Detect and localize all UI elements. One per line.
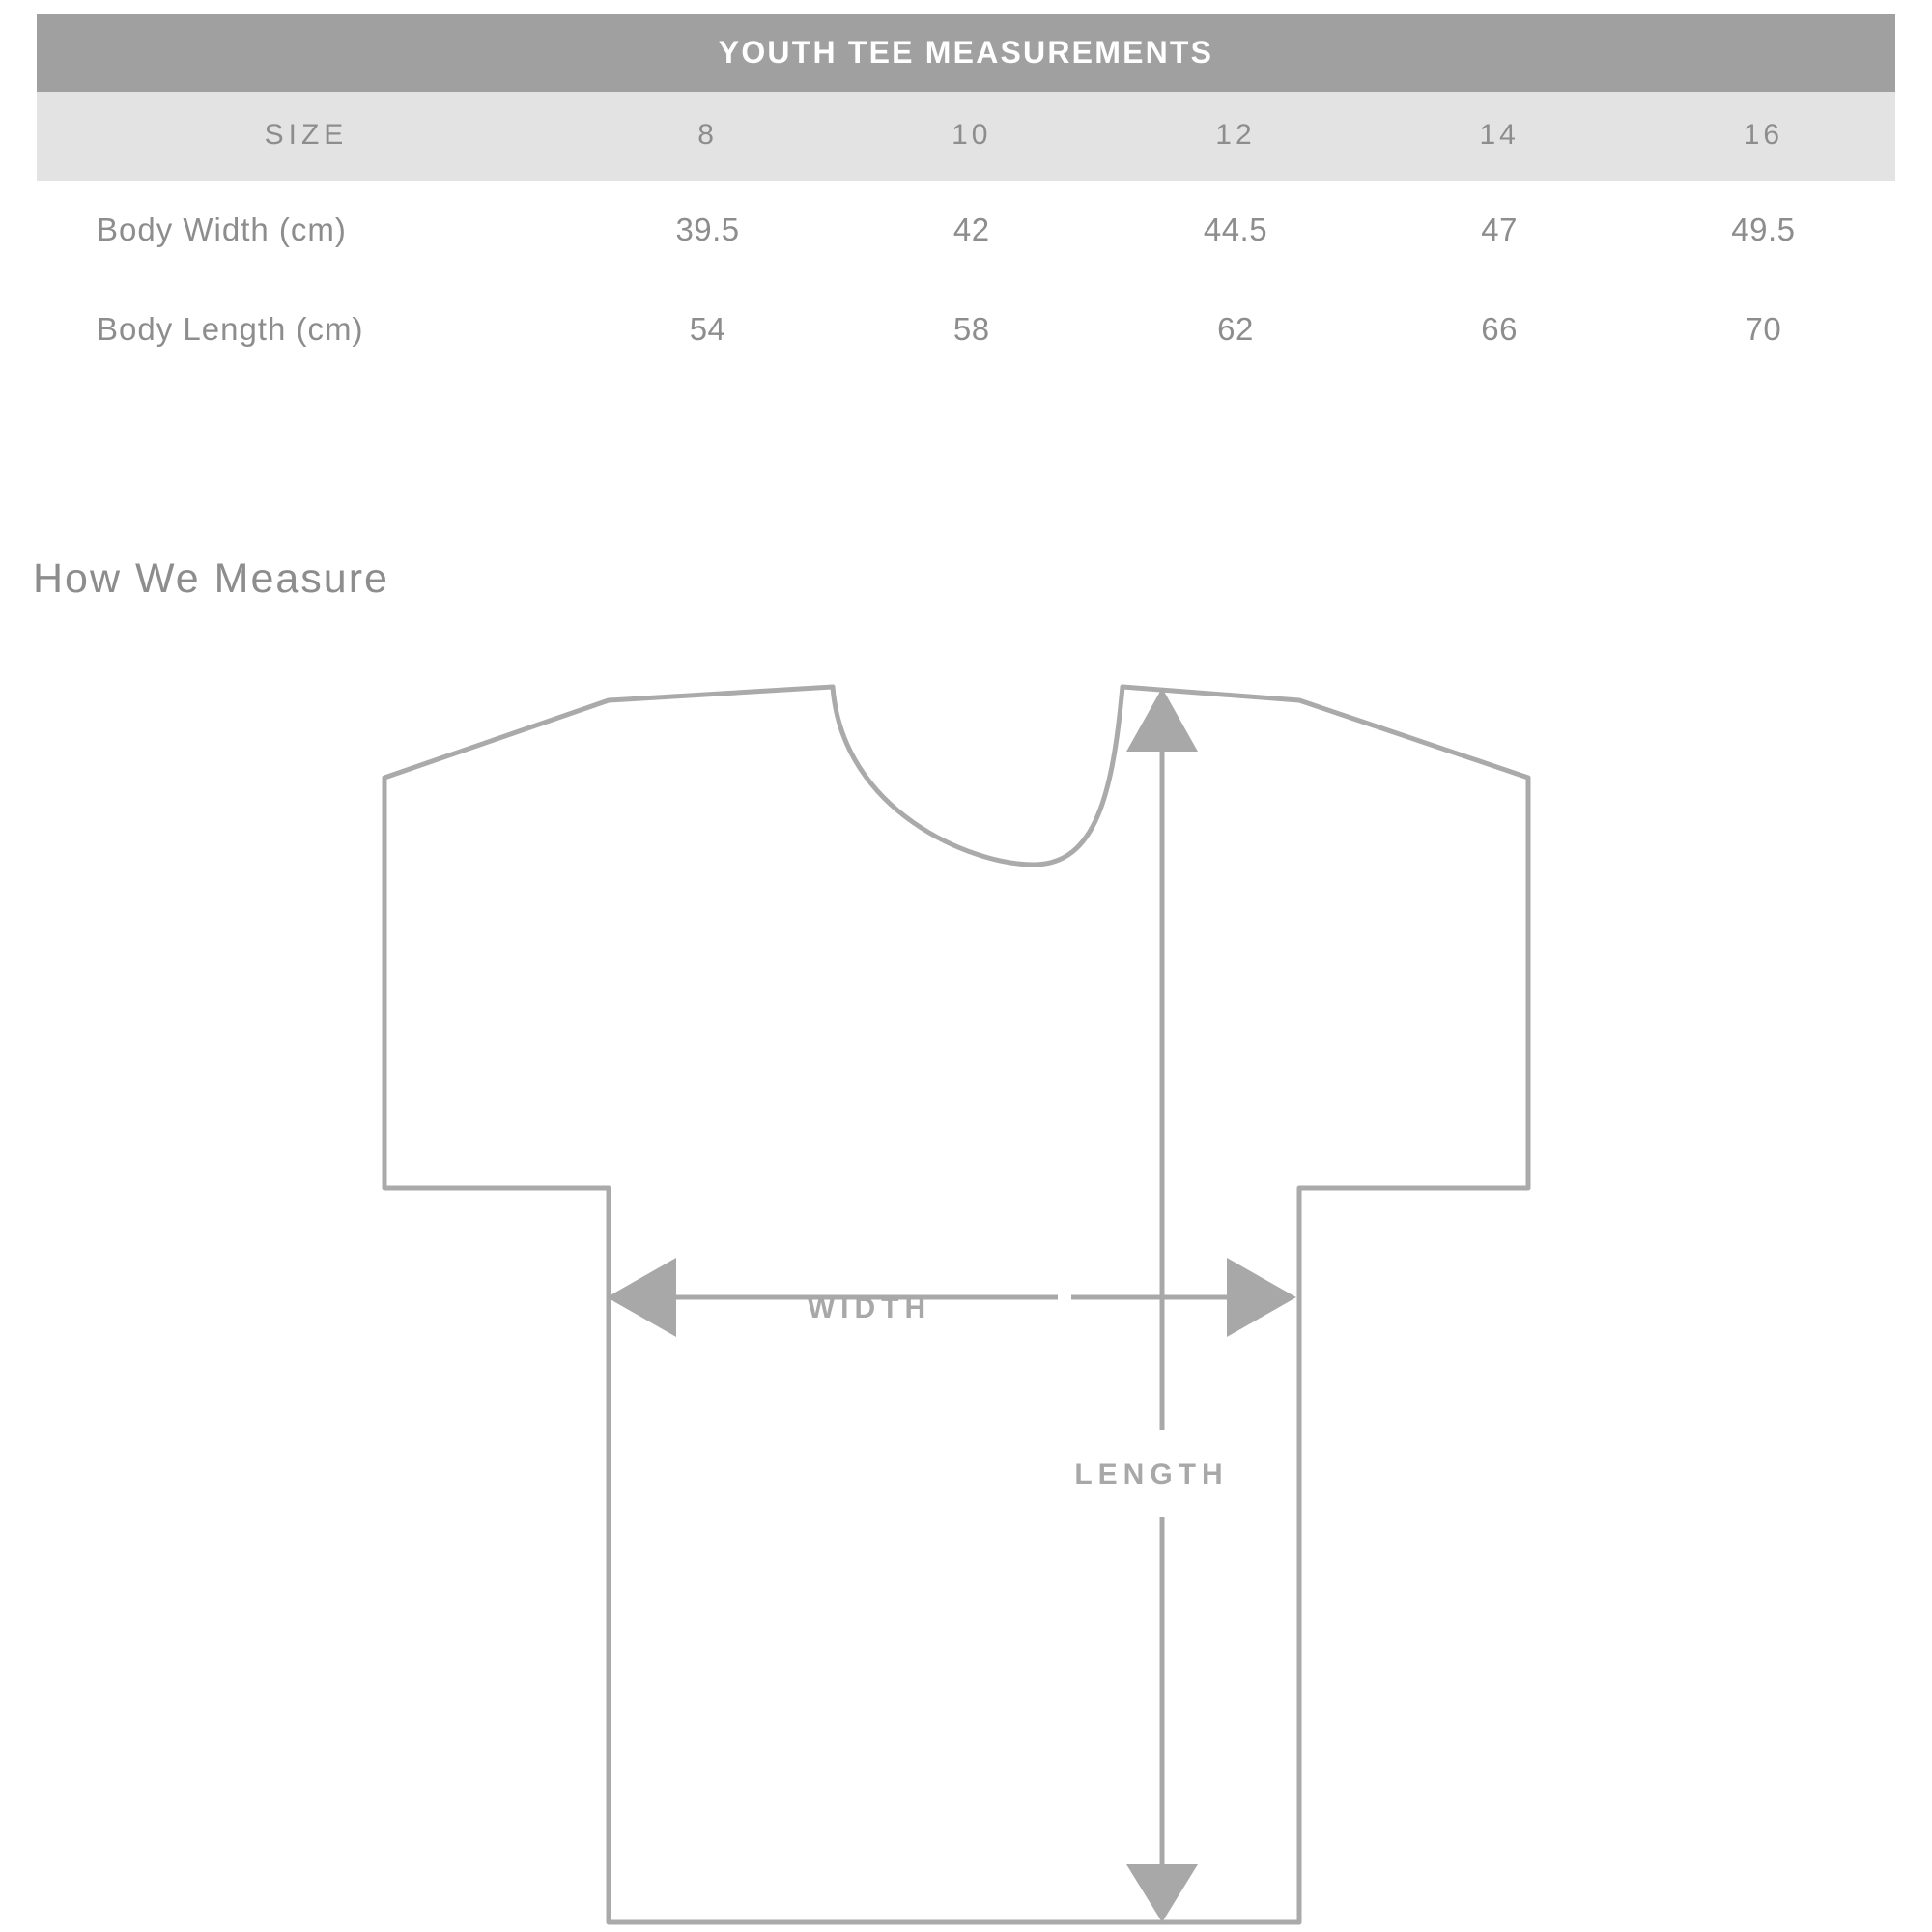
cell-body-length-10: 58: [952, 311, 990, 347]
cell-body-length-14: 66: [1481, 311, 1519, 347]
tshirt-outline-icon: [384, 687, 1528, 1922]
table-header: [37, 92, 1895, 181]
cell-body-width-8: 39.5: [675, 212, 740, 247]
cell-body-length-12: 62: [1217, 311, 1254, 347]
width-dimension-arrow: [607, 1258, 1296, 1337]
table-row: [37, 280, 1895, 380]
header-size-label: SIZE: [264, 119, 349, 151]
cell-body-width-14: 47: [1481, 212, 1519, 247]
cell-body-width-16: 49.5: [1731, 212, 1796, 247]
table-body: [37, 181, 1895, 380]
measurements-table: [37, 92, 1895, 380]
row-label-body-width: Body Width (cm): [97, 212, 347, 247]
length-label: LENGTH: [1074, 1458, 1229, 1491]
header-size-1: 10: [952, 119, 992, 151]
tee-measurement-diagram: [0, 667, 1932, 1932]
cell-body-width-12: 44.5: [1203, 212, 1268, 247]
header-size-3: 14: [1479, 119, 1520, 151]
header-size-2: 12: [1215, 119, 1256, 151]
row-label-body-length: Body Length (cm): [97, 311, 364, 347]
header-size-0: 8: [697, 119, 718, 151]
cell-body-width-10: 42: [952, 212, 990, 247]
how-we-measure-heading: How We Measure: [33, 555, 389, 602]
length-dimension-arrow: [1074, 688, 1228, 1922]
cell-body-length-8: 54: [689, 311, 726, 347]
size-chart-title: YOUTH TEE MEASUREMENTS: [37, 14, 1895, 92]
size-chart: [37, 14, 1895, 380]
header-size-4: 16: [1743, 119, 1784, 151]
table-header-row: [37, 92, 1895, 181]
cell-body-length-16: 70: [1745, 311, 1782, 347]
table-row: [37, 181, 1895, 280]
width-label: WIDTH: [807, 1292, 932, 1324]
